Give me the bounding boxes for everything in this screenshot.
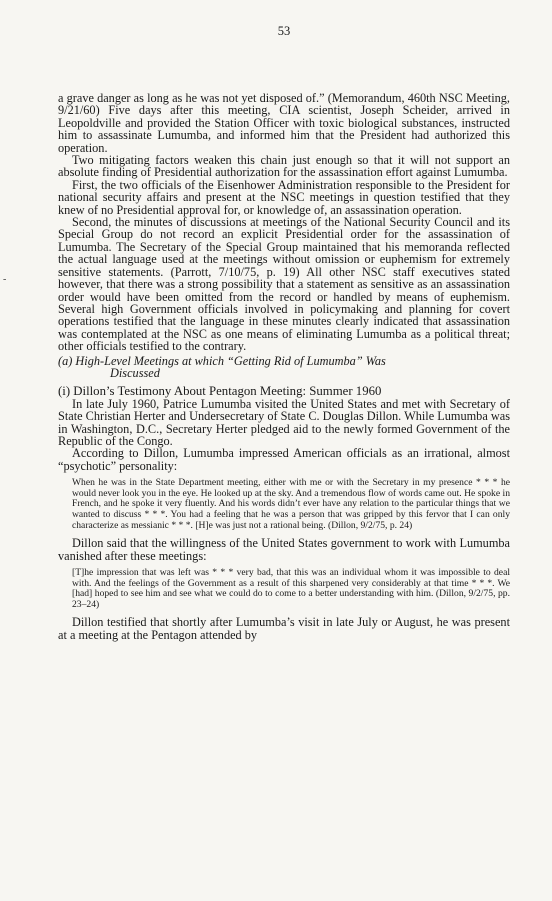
heading-a-line1: (a) High-Level Meetings at which “Getting Rid of Lumumba” Was — [58, 353, 386, 368]
paragraph: Dillon testified that shortly after Lumumba’s visit in late July or August, he was present at a meeting at the Pentagon attended by — [58, 615, 510, 642]
paragraph: First, the two officials of the Eisenhower Administration responsible to the President for national security affairs and present at the NSC meetings in question testified that they knew of no Presidential approval for, or knowledge of, an assassination operation. — [58, 177, 510, 217]
paragraph: Dillon said that the willingness of the United States government to work with Lumumba vanished after these meetings: — [58, 536, 510, 563]
margin-mark: - — [3, 274, 7, 285]
block-quote: [T]he impression that was left was * * * very bad, that this was an individual whom it was impossible to deal with. And the feelings of the Government as a result of this sharpened very considerably at that time * * *. We [had] hoped to see him and see what we could do to come to a better understanding with him. (Dillon, 9/2/75, pp. 23–24) — [72, 566, 510, 610]
paragraph: In late July 1960, Patrice Lumumba visited the United States and met with Secretary of State Christian Herter and Undersecretary of State C. Douglas Dillon. While Lumumba was in Washington, D.C., Secretary Herter pledged aid to the newly formed Government of the Republic of the Congo. — [58, 396, 510, 448]
document-page — [58, 24, 510, 642]
block-quote: When he was in the State Department meeting, either with me or with the Secretary in my presence * * * he would never look you in the eye. He looked up at the sky. And a tremendous flow of words came out. He spoke in French, and he spoke it very fluently. And his words didn’t ever have any relation to the particular things that we wanted to discuss * * *. You had a feeling that he was a person that was gripped by this fervor that I can only characterize as messianic * * *. [H]e was just not a rational being. (Dillon, 9/2/75, p. 24) — [72, 477, 510, 531]
paragraph: Two mitigating factors weaken this chain just enough so that it will not support an absolute finding of Presidential authorization for the assassination effort against Lumumba. — [58, 153, 510, 180]
paragraph: a grave danger as long as he was not yet disposed of.” (Memorandum, 460th NSC Meeting, 9/21/60) Five days after this meeting, CIA scientist, Joseph Scheider, arrived in Leopoldville and provided the Station Officer with toxic biological substances, instructed him to assassinate Lumumba, and informed him that the President had authorized this operation. — [58, 91, 510, 155]
body-text — [58, 92, 510, 641]
paragraph: According to Dillon, Lumumba impressed American officials as an irrational, almost “psychotic” personality: — [58, 446, 510, 473]
section-heading-i: (i) Dillon’s Testimony About Pentagon Meeting: Summer 1960 — [58, 384, 382, 399]
paragraph: Second, the minutes of discussions at meetings of the National Security Council and its Special Group do not record an explicit Presidential order for the assassination of Lumumba. The Secretary of the Special Group maintained that his memoranda reflected the actual language used at the meetings without omission or euphemism for extremely sensitive statements. (Parrott, 7/10/75, p. 19) All other NSC staff executives stated however, that there was a strong possibility that a statement as sensitive as an assassination order would have been omitted from the record or handled by means of euphemism. Several high Government officials involved in policymaking and planning for covert operations testified that the language in these minutes clearly indicated that assassination was contemplated at the NSC as one means of eliminating Lumumba as a political threat; other officials testified to the contrary. — [58, 215, 510, 354]
section-heading-a — [58, 355, 510, 380]
heading-a-line2: Discussed — [110, 365, 160, 380]
page-number: 53 — [277, 24, 291, 38]
